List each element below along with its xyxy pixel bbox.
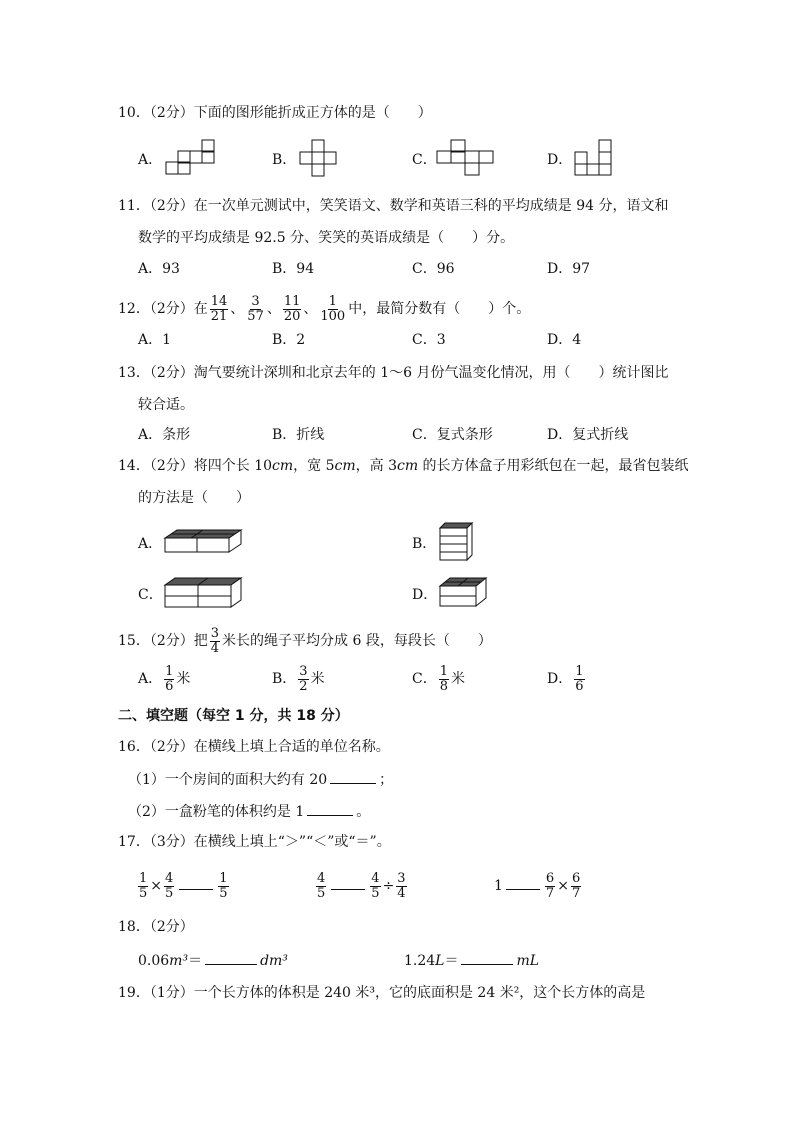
q12-option-b[interactable]: B．2 — [272, 332, 306, 348]
section-2-heading: 二、填空题（每空 1 分，共 18 分） — [118, 708, 349, 724]
q17-expression-2: $\frac{4}{5}$ $\frac{4}{5}$ ÷ $\frac{3}{4}$ — [317, 870, 406, 901]
q13-option-c[interactable]: C．复式条形 — [412, 427, 493, 443]
box-stack-b-figure — [440, 522, 474, 562]
q15-option-b[interactable]: B． $\frac{3}{2}$ 米 — [272, 663, 325, 694]
q16-blank-2[interactable] — [307, 801, 353, 816]
q18-blank-1[interactable] — [205, 950, 257, 965]
q14-stem-line1: 14．（2分）将四个长 10cm，宽 5cm，高 3cm 的长方体盒子用彩纸包在一起，最省包装纸 — [118, 458, 689, 474]
cube-net-c-figure — [437, 140, 497, 176]
q14-option-a[interactable]: A． — [138, 536, 163, 552]
q15-option-d[interactable]: D． $\frac{1}{6}$ — [547, 663, 584, 694]
q10-option-d[interactable]: D． — [547, 152, 573, 168]
q16-blank-1[interactable] — [330, 769, 376, 784]
box-stack-a-figure — [165, 528, 243, 556]
q11-stem-line2: 数学的平均成绩是 92.5 分、笑笑的英语成绩是（ ）分。 — [138, 230, 515, 246]
q19-stem: 19．（1分）一个长方体的体积是 240 米³，它的底面积是 24 米²，这个长方体的高是 — [118, 985, 646, 1001]
q11-option-d[interactable]: D．97 — [547, 261, 591, 277]
box-stack-d-figure — [440, 577, 490, 611]
q12-fraction-2: $\frac{3}{57}$ — [247, 293, 264, 324]
q10-option-a[interactable]: A． — [138, 152, 163, 168]
q17-blank-2[interactable] — [331, 875, 365, 890]
q17-blank-3[interactable] — [506, 875, 540, 890]
q13-option-b[interactable]: B．折线 — [272, 427, 325, 443]
q13-option-a[interactable]: A．条形 — [138, 427, 191, 443]
q15-stem: 15．（2分）把 $\frac{3}{4}$ 米长的绳子平均分成 6 段，每段长（ ） — [118, 625, 492, 656]
cube-net-b-figure — [300, 140, 340, 176]
q14-option-b[interactable]: B． — [412, 536, 437, 552]
cube-net-a-figure — [166, 140, 216, 176]
q17-expression-3: 1 $\frac{6}{7}$ × $\frac{6}{7}$ — [494, 870, 581, 901]
q11-option-b[interactable]: B．94 — [272, 261, 315, 277]
q11-option-c[interactable]: C．96 — [412, 261, 455, 277]
box-stack-c-figure — [165, 577, 243, 611]
q13-stem-line1: 13．（2分）淘气要统计深圳和北京去年的 1～6 月份气温变化情况，用（ ）统计图比 — [118, 365, 669, 381]
q10-option-c[interactable]: C． — [412, 152, 437, 168]
q12-stem: 12．（2分）在 $\frac{14}{21}$ 、 $\frac{3}{57}$ 、 $\frac{11}{20}$ 、 $\frac{1}{100}$ 中，最简分数有（ ）个。 — [118, 293, 531, 324]
q17-stem: 17．（3分）在横线上填上“＞”“＜”或“＝”。 — [118, 834, 391, 850]
q10-option-b[interactable]: B． — [272, 152, 297, 168]
q12-option-a[interactable]: A．1 — [138, 332, 172, 348]
q13-stem-line2: 较合适。 — [138, 397, 194, 413]
q14-option-d[interactable]: D． — [412, 587, 438, 603]
q11-stem-line1: 11．（2分）在一次单元测试中，笑笑语文、数学和英语三科的平均成绩是 94 分，语文和 — [118, 198, 669, 214]
q16-sub2: （2）一盒粉笔的体积约是 1 。 — [128, 801, 370, 822]
q12-fraction-1: $\frac{14}{21}$ — [210, 293, 228, 324]
q12-fraction-4: $\frac{1}{100}$ — [320, 293, 346, 324]
q14-option-c[interactable]: C． — [138, 587, 163, 603]
q11-option-a[interactable]: A．93 — [138, 261, 180, 277]
q15-option-a[interactable]: A． $\frac{1}{6}$ 米 — [138, 663, 191, 694]
cube-net-d-figure — [575, 140, 615, 176]
q12-option-c[interactable]: C．3 — [412, 332, 446, 348]
q12-fraction-3: $\frac{11}{20}$ — [283, 293, 301, 324]
q13-option-d[interactable]: D．复式折线 — [547, 427, 629, 443]
q12-option-d[interactable]: D．4 — [547, 332, 582, 348]
q15-fraction: $\frac{3}{4}$ — [210, 625, 220, 656]
q16-stem: 16．（2分）在横线上填上合适的单位名称。 — [118, 739, 390, 755]
q18-blank-2[interactable] — [461, 950, 513, 965]
q16-sub1: （1）一个房间的面积大约有 20 ； — [128, 769, 393, 790]
q14-stem-line2: 的方法是（ ） — [138, 490, 250, 506]
q10-stem: 10．（2分）下面的图形能折成正方体的是（ ） — [118, 105, 432, 121]
q17-blank-1[interactable] — [179, 875, 213, 890]
q15-option-c[interactable]: C． $\frac{1}{8}$ 米 — [412, 663, 465, 694]
q17-expression-1: $\frac{1}{5}$ × $\frac{4}{5}$ $\frac{1}{5}$ — [139, 870, 228, 901]
q18-conversion-1: 0.06m³＝ dm³ — [138, 950, 288, 971]
q18-conversion-2: 1.24L＝ mL — [404, 950, 539, 971]
q18-stem: 18．（2分） — [118, 919, 194, 935]
